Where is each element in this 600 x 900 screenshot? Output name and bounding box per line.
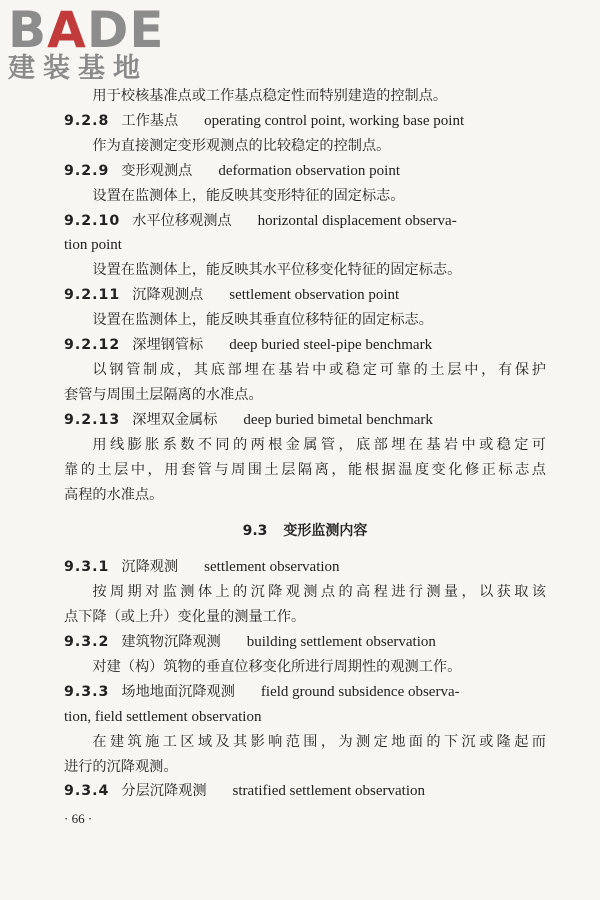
- term-english: operating control point, working base point: [204, 112, 465, 129]
- paragraph-line: 设置在监测体上，能反映其变形特征的固定标志。: [92, 187, 405, 204]
- term-entry: [64, 408, 546, 433]
- term-chinese: 沉降观测点: [132, 287, 204, 304]
- term-chinese: 建筑物沉降观测: [121, 634, 221, 651]
- clause-number: 9.2.8: [64, 112, 110, 129]
- term-english: field ground subsidence observa-: [260, 683, 460, 700]
- term-english: stratified settlement observation: [232, 783, 425, 800]
- term-entry: [64, 555, 546, 580]
- term-chinese: 场地地面沉降观测: [121, 683, 235, 700]
- page-number: · 66 ·: [64, 811, 93, 826]
- term-chinese: 深埋钢管标: [132, 337, 204, 354]
- term-english: building settlement observation: [246, 634, 436, 651]
- term-chinese: 沉降观测: [121, 559, 179, 576]
- paragraph-line: 用线膨胀系数不同的两根金属管，底部埋在基岩中或稳定可: [92, 436, 546, 453]
- paragraph-line: 设置在监测体上，能反映其垂直位移特征的固定标志。: [92, 312, 433, 329]
- term-entry: [64, 109, 546, 134]
- clause-number: 9.3.1: [64, 559, 110, 576]
- paragraph-line: 在建筑施工区域及其影响范围，为测定地面的下沉或隆起而: [92, 733, 546, 750]
- term-chinese: 工作基点: [121, 112, 179, 129]
- term-chinese: 水平位移观测点: [132, 212, 232, 229]
- term-english: settlement observation: [204, 559, 340, 576]
- clause-number: 9.3.3: [64, 683, 110, 700]
- section-title: 变形监测内容: [283, 523, 368, 540]
- watermark-logo: [8, 1, 165, 84]
- paragraph-line: tion, field settlement observation: [64, 708, 262, 725]
- clause-number: 9.2.12: [64, 337, 121, 354]
- term-english: settlement observation point: [229, 287, 400, 304]
- term-chinese: 分层沉降观测: [121, 783, 207, 800]
- clause-number: 9.3.4: [64, 783, 110, 800]
- paragraph-line: 进行的沉降观测。: [64, 758, 178, 775]
- term-entry: [64, 680, 546, 705]
- paragraph-line: tion point: [64, 237, 122, 254]
- term-entry: [64, 333, 546, 358]
- paragraph-line: 作为直接测定变形观测点的比较稳定的控制点。: [92, 137, 391, 154]
- paragraph-line: 按周期对监测体上的沉降观测点的高程进行测量，以获取该: [92, 584, 546, 601]
- term-entry: [64, 630, 546, 655]
- document-page: [64, 84, 546, 804]
- paragraph-line: 点下降（或上升）变化量的测量工作。: [64, 609, 306, 626]
- term-english: deformation observation point: [218, 162, 400, 179]
- paragraph-line: 以钢管制成，其底部埋在基岩中或稳定可靠的土层中，有保护: [92, 361, 546, 378]
- term-entry: [64, 209, 546, 234]
- paragraph-line: 对建（构）筑物的垂直位移变化所进行周期性的观测工作。: [92, 658, 462, 675]
- paragraph-line: 高程的水准点。: [64, 486, 164, 503]
- clause-number: 9.2.11: [64, 287, 121, 304]
- clause-number: 9.2.9: [64, 162, 110, 179]
- term-english: horizontal displacement observa-: [257, 212, 457, 229]
- clause-number: 9.2.13: [64, 411, 121, 428]
- paragraph-line: 靠的土层中，用套管与周围土层隔离，能根据温度变化修正标志点: [64, 461, 546, 478]
- term-chinese: 深埋双金属标: [132, 411, 218, 428]
- term-chinese: 变形观测点: [121, 162, 193, 179]
- clause-number: 9.2.10: [64, 212, 121, 229]
- section-heading: [64, 519, 546, 544]
- watermark-brand: BADE: [8, 1, 165, 59]
- paragraph-line: 用于校核基准点或工作基点稳定性而特别建造的控制点。: [92, 88, 448, 104]
- paragraph-line: 套管与周围土层隔离的水准点。: [64, 386, 263, 403]
- watermark-subtitle: 建装基地: [8, 53, 148, 84]
- term-english: deep buried bimetal benchmark: [243, 411, 433, 428]
- term-english: deep buried steel-pipe benchmark: [229, 337, 433, 354]
- paragraph-line: 设置在监测体上，能反映其水平位移变化特征的固定标志。: [92, 262, 462, 279]
- term-entry: [64, 779, 546, 804]
- term-entry: [64, 159, 546, 184]
- section-number: 9.3: [242, 523, 268, 540]
- clause-number: 9.3.2: [64, 634, 110, 651]
- term-entry: [64, 283, 546, 308]
